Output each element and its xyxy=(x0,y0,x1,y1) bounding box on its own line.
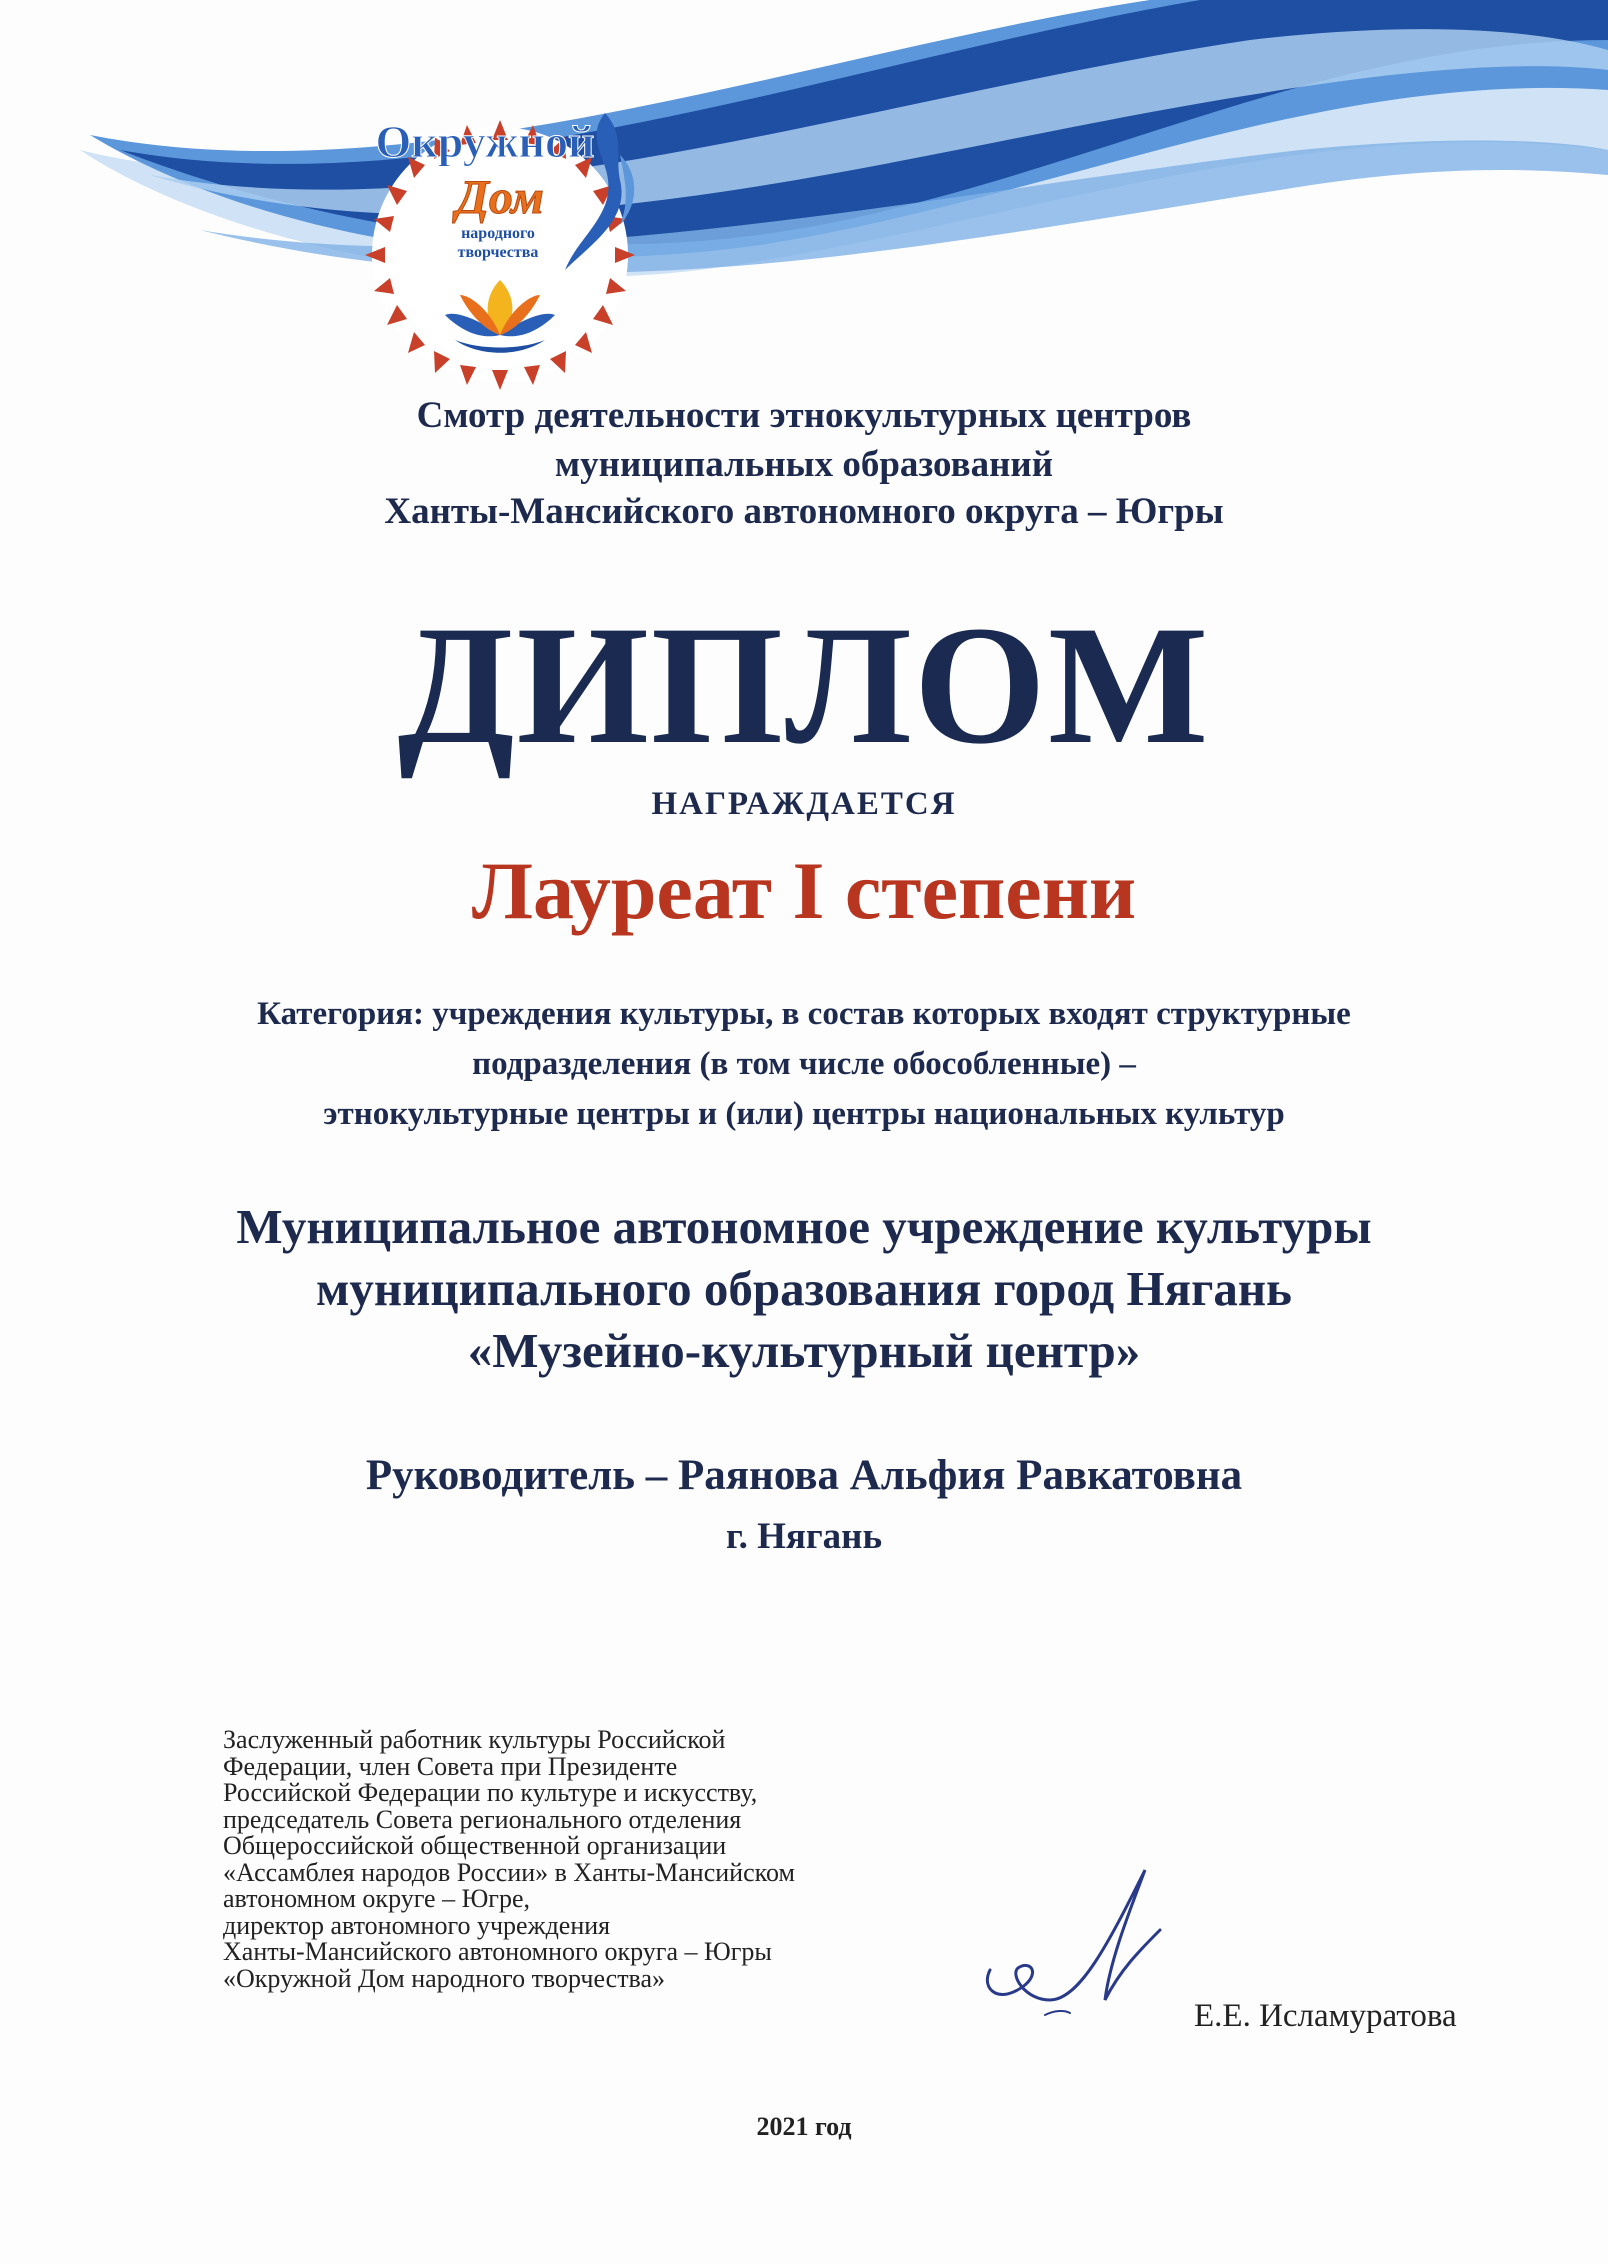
category-line-3: этнокультурные центры и (или) центры национальных культур xyxy=(323,1096,1285,1132)
signatory-name: Е.Е. Исламуратова xyxy=(1194,1998,1457,2034)
organization-line-2: муниципального образования город Нягань xyxy=(316,1261,1292,1316)
logo-line1: Окружной xyxy=(375,116,595,167)
signatory-position-line: Общероссийской общественной организации xyxy=(223,1831,727,1860)
logo-line4: творчества xyxy=(457,244,539,261)
signatory-position-line: автономном округе – Югре, xyxy=(223,1884,531,1913)
awarded-label: НАГРАЖДАЕТСЯ xyxy=(651,786,957,822)
signatory-position xyxy=(223,1727,963,1992)
year: 2021 год xyxy=(756,2112,852,2141)
city: г. Нягань xyxy=(725,1516,883,1557)
signatory-position-line: Российской Федерации по культуре и искусству, xyxy=(223,1778,758,1807)
signatory-position-line: «Окружной Дом народного творчества» xyxy=(223,1963,666,1993)
header-line-1: Смотр деятельности этнокультурных центров xyxy=(416,395,1192,436)
signatory-position-line: «Ассамблея народов России» в Ханты-Мансийском xyxy=(223,1857,795,1887)
organization-line-1: Муниципальное автономное учреждение культуры xyxy=(236,1199,1372,1254)
signatory-position-line: Заслуженный работник культуры Российской xyxy=(223,1725,726,1754)
header-line-3: Ханты-Мансийского автономного округа – Югры xyxy=(384,491,1224,532)
logo-line3: народного xyxy=(461,225,535,242)
diploma-title: ДИПЛОМ xyxy=(397,591,1211,779)
organization-line-3: «Музейно-культурный центр» xyxy=(467,1323,1141,1378)
signatory-position-line: директор автономного учреждения xyxy=(223,1910,611,1940)
signatory-position-line: Ханты-Мансийского автономного округа – Югры xyxy=(223,1937,772,1966)
logo-line2: Дом xyxy=(456,171,544,224)
category-line-1: Категория: учреждения культуры, в состав которых входят структурные xyxy=(257,996,1351,1032)
signatory-position-line: Федерации, член Совета при Президенте xyxy=(223,1751,678,1781)
blue-wave-banner xyxy=(0,0,1608,360)
logo-emblem xyxy=(320,95,680,395)
category-line-2: подразделения (в том числе обособленные) – xyxy=(472,1046,1136,1082)
head-name: Руководитель – Раянова Альфия Равкатовна xyxy=(365,1452,1243,1499)
signatory-position-line: председатель Совета регионального отделения xyxy=(223,1804,742,1834)
header-line-2: муниципальных образований xyxy=(554,444,1054,485)
handwritten-signature xyxy=(970,1850,1230,2030)
award-degree: Лауреат I степени xyxy=(471,845,1137,936)
